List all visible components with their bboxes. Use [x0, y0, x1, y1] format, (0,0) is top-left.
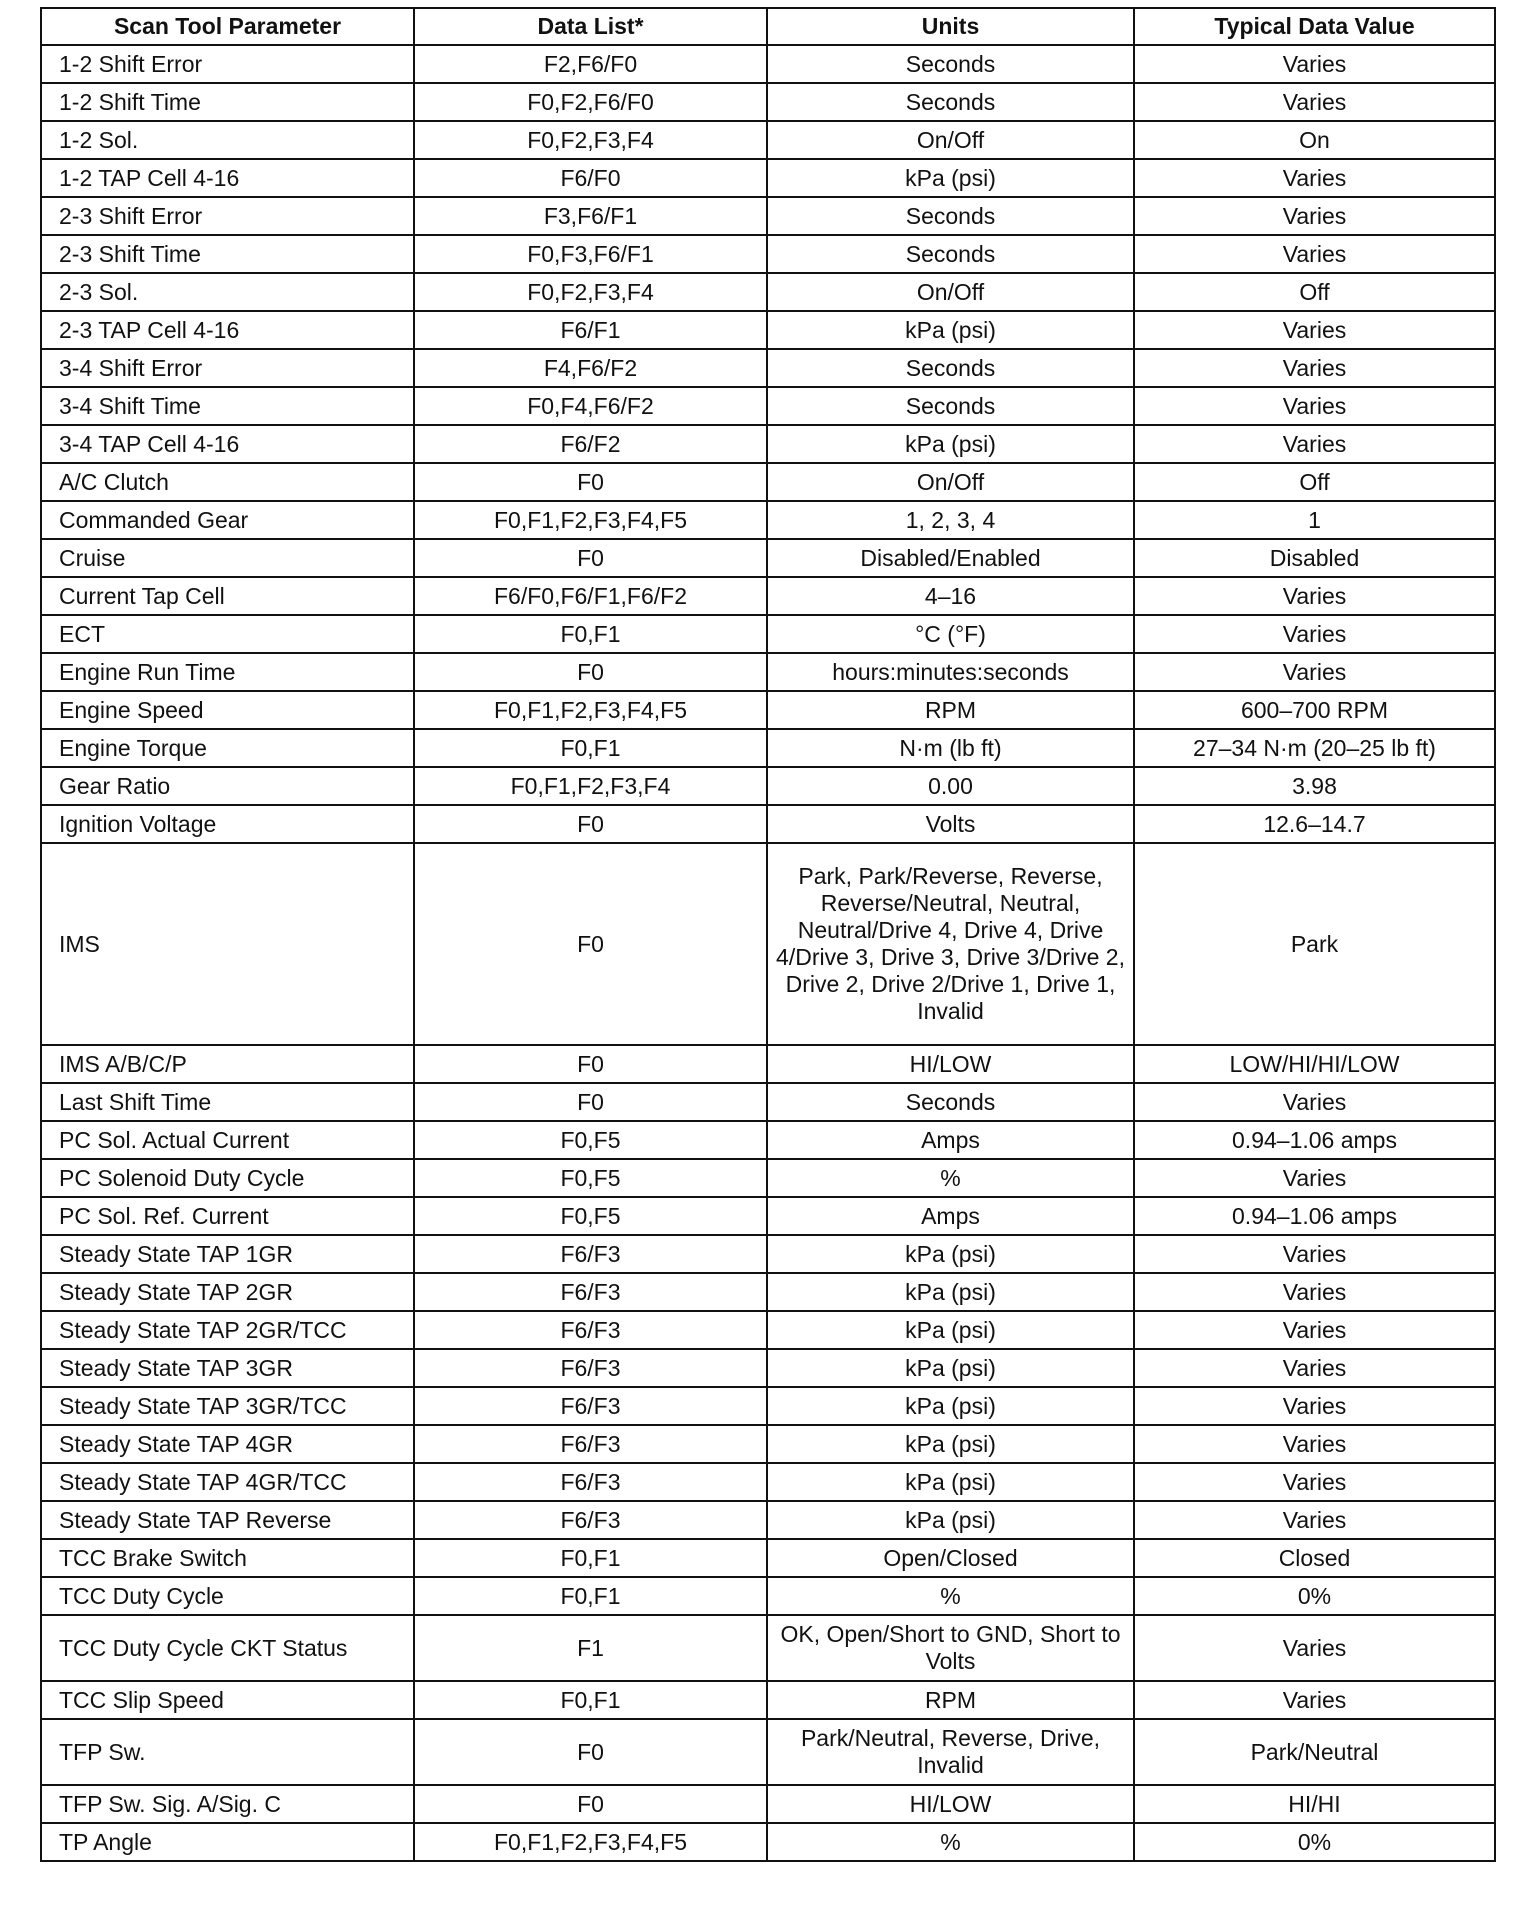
units-cell: kPa (psi): [767, 1387, 1134, 1425]
scan-tool-data-table: [40, 7, 1496, 1862]
data-list-cell: F3,F6/F1: [414, 197, 767, 235]
data-list-cell: F6/F3: [414, 1311, 767, 1349]
header-data-list: Data List*: [414, 8, 767, 45]
table-row: [41, 653, 1495, 691]
typical-value-cell: Varies: [1134, 1463, 1495, 1501]
table-row: [41, 1349, 1495, 1387]
parameter-cell: TFP Sw.: [41, 1719, 414, 1785]
typical-value-cell: Varies: [1134, 1681, 1495, 1719]
parameter-cell: TCC Brake Switch: [41, 1539, 414, 1577]
data-list-cell: F0,F5: [414, 1197, 767, 1235]
parameter-cell: Steady State TAP 4GR: [41, 1425, 414, 1463]
parameter-cell: 2-3 TAP Cell 4-16: [41, 311, 414, 349]
units-cell: kPa (psi): [767, 1463, 1134, 1501]
data-list-cell: F0: [414, 539, 767, 577]
table-row: [41, 1577, 1495, 1615]
table-row: [41, 1425, 1495, 1463]
data-list-cell: F0,F2,F3,F4: [414, 121, 767, 159]
data-list-cell: F0,F1,F2,F3,F4,F5: [414, 501, 767, 539]
typical-value-cell: Park: [1134, 843, 1495, 1045]
typical-value-cell: Varies: [1134, 1387, 1495, 1425]
table-row: [41, 1719, 1495, 1785]
parameter-cell: IMS A/B/C/P: [41, 1045, 414, 1083]
units-cell: HI/LOW: [767, 1785, 1134, 1823]
parameter-cell: Steady State TAP 2GR: [41, 1273, 414, 1311]
typical-value-cell: 1: [1134, 501, 1495, 539]
table-row: [41, 1615, 1495, 1681]
units-cell: Seconds: [767, 1083, 1134, 1121]
units-cell: kPa (psi): [767, 1425, 1134, 1463]
table-row: [41, 1045, 1495, 1083]
units-cell: HI/LOW: [767, 1045, 1134, 1083]
units-cell: Volts: [767, 805, 1134, 843]
units-cell: Park/Neutral, Reverse, Drive, Invalid: [767, 1719, 1134, 1785]
parameter-cell: Engine Speed: [41, 691, 414, 729]
data-list-cell: F0: [414, 805, 767, 843]
parameter-cell: 2-3 Shift Error: [41, 197, 414, 235]
document-page: [40, 7, 1494, 1862]
parameter-cell: Steady State TAP 3GR/TCC: [41, 1387, 414, 1425]
parameter-cell: Steady State TAP 4GR/TCC: [41, 1463, 414, 1501]
typical-value-cell: Varies: [1134, 1083, 1495, 1121]
parameter-cell: PC Sol. Actual Current: [41, 1121, 414, 1159]
units-cell: RPM: [767, 1681, 1134, 1719]
typical-value-cell: Varies: [1134, 1501, 1495, 1539]
data-list-cell: F0: [414, 1083, 767, 1121]
data-list-cell: F0: [414, 463, 767, 501]
typical-value-cell: 600–700 RPM: [1134, 691, 1495, 729]
parameter-cell: Cruise: [41, 539, 414, 577]
table-row: [41, 1235, 1495, 1273]
table-body: [41, 45, 1495, 1861]
data-list-cell: F6/F2: [414, 425, 767, 463]
table-row: [41, 83, 1495, 121]
table-row: [41, 463, 1495, 501]
units-cell: kPa (psi): [767, 1235, 1134, 1273]
typical-value-cell: Varies: [1134, 349, 1495, 387]
header-typical-data-value: Typical Data Value: [1134, 8, 1495, 45]
units-cell: kPa (psi): [767, 1273, 1134, 1311]
typical-value-cell: 12.6–14.7: [1134, 805, 1495, 843]
units-cell: Seconds: [767, 83, 1134, 121]
typical-value-cell: Varies: [1134, 577, 1495, 615]
table-row: [41, 235, 1495, 273]
units-cell: N·m (lb ft): [767, 729, 1134, 767]
parameter-cell: A/C Clutch: [41, 463, 414, 501]
parameter-cell: ECT: [41, 615, 414, 653]
units-cell: Seconds: [767, 349, 1134, 387]
typical-value-cell: Varies: [1134, 1349, 1495, 1387]
typical-value-cell: Varies: [1134, 1159, 1495, 1197]
parameter-cell: Steady State TAP 2GR/TCC: [41, 1311, 414, 1349]
parameter-cell: Gear Ratio: [41, 767, 414, 805]
typical-value-cell: HI/HI: [1134, 1785, 1495, 1823]
table-row: [41, 349, 1495, 387]
data-list-cell: F4,F6/F2: [414, 349, 767, 387]
typical-value-cell: Park/Neutral: [1134, 1719, 1495, 1785]
parameter-cell: TFP Sw. Sig. A/Sig. C: [41, 1785, 414, 1823]
typical-value-cell: 0%: [1134, 1823, 1495, 1861]
data-list-cell: F6/F3: [414, 1235, 767, 1273]
units-cell: Disabled/Enabled: [767, 539, 1134, 577]
units-cell: 1, 2, 3, 4: [767, 501, 1134, 539]
table-row: [41, 1197, 1495, 1235]
parameter-cell: 1-2 Shift Error: [41, 45, 414, 83]
table-row: [41, 729, 1495, 767]
typical-value-cell: 27–34 N·m (20–25 lb ft): [1134, 729, 1495, 767]
units-cell: Seconds: [767, 387, 1134, 425]
header-units: Units: [767, 8, 1134, 45]
typical-value-cell: Varies: [1134, 1615, 1495, 1681]
table-row: [41, 1273, 1495, 1311]
table-row: [41, 1387, 1495, 1425]
data-list-cell: F0,F5: [414, 1121, 767, 1159]
typical-value-cell: 3.98: [1134, 767, 1495, 805]
table-row: [41, 843, 1495, 1045]
table-row: [41, 1501, 1495, 1539]
units-cell: kPa (psi): [767, 1501, 1134, 1539]
typical-value-cell: Off: [1134, 463, 1495, 501]
table-row: [41, 1539, 1495, 1577]
units-cell: RPM: [767, 691, 1134, 729]
typical-value-cell: Varies: [1134, 1235, 1495, 1273]
units-cell: %: [767, 1159, 1134, 1197]
units-cell: kPa (psi): [767, 311, 1134, 349]
units-cell: Seconds: [767, 235, 1134, 273]
parameter-cell: 3-4 TAP Cell 4-16: [41, 425, 414, 463]
typical-value-cell: Varies: [1134, 425, 1495, 463]
data-list-cell: F6/F3: [414, 1463, 767, 1501]
table-row: [41, 767, 1495, 805]
data-list-cell: F0: [414, 653, 767, 691]
units-cell: Seconds: [767, 197, 1134, 235]
parameter-cell: Last Shift Time: [41, 1083, 414, 1121]
table-row: [41, 121, 1495, 159]
data-list-cell: F0: [414, 1785, 767, 1823]
units-cell: kPa (psi): [767, 425, 1134, 463]
data-list-cell: F1: [414, 1615, 767, 1681]
typical-value-cell: 0.94–1.06 amps: [1134, 1197, 1495, 1235]
parameter-cell: Engine Torque: [41, 729, 414, 767]
data-list-cell: F0: [414, 843, 767, 1045]
parameter-cell: Commanded Gear: [41, 501, 414, 539]
parameter-cell: 1-2 Sol.: [41, 121, 414, 159]
table-row: [41, 1785, 1495, 1823]
units-cell: On/Off: [767, 121, 1134, 159]
typical-value-cell: Closed: [1134, 1539, 1495, 1577]
table-row: [41, 425, 1495, 463]
data-list-cell: F0,F1,F2,F3,F4,F5: [414, 691, 767, 729]
table-row: [41, 539, 1495, 577]
table-row: [41, 311, 1495, 349]
units-cell: %: [767, 1823, 1134, 1861]
parameter-cell: 1-2 TAP Cell 4-16: [41, 159, 414, 197]
parameter-cell: 3-4 Shift Error: [41, 349, 414, 387]
parameter-cell: TP Angle: [41, 1823, 414, 1861]
typical-value-cell: Varies: [1134, 235, 1495, 273]
parameter-cell: TCC Slip Speed: [41, 1681, 414, 1719]
typical-value-cell: Disabled: [1134, 539, 1495, 577]
parameter-cell: IMS: [41, 843, 414, 1045]
table-row: [41, 273, 1495, 311]
parameter-cell: Engine Run Time: [41, 653, 414, 691]
typical-value-cell: Varies: [1134, 83, 1495, 121]
table-row: [41, 387, 1495, 425]
typical-value-cell: Varies: [1134, 1311, 1495, 1349]
units-cell: kPa (psi): [767, 159, 1134, 197]
table-row: [41, 45, 1495, 83]
table-row: [41, 1463, 1495, 1501]
parameter-cell: PC Sol. Ref. Current: [41, 1197, 414, 1235]
data-list-cell: F6/F3: [414, 1501, 767, 1539]
data-list-cell: F0,F1,F2,F3,F4,F5: [414, 1823, 767, 1861]
units-cell: On/Off: [767, 463, 1134, 501]
typical-value-cell: 0.94–1.06 amps: [1134, 1121, 1495, 1159]
typical-value-cell: Varies: [1134, 45, 1495, 83]
data-list-cell: F0,F1: [414, 729, 767, 767]
data-list-cell: F0,F3,F6/F1: [414, 235, 767, 273]
table-row: [41, 1121, 1495, 1159]
typical-value-cell: Varies: [1134, 1273, 1495, 1311]
typical-value-cell: On: [1134, 121, 1495, 159]
data-list-cell: F0,F2,F3,F4: [414, 273, 767, 311]
data-list-cell: F0,F1,F2,F3,F4: [414, 767, 767, 805]
typical-value-cell: Varies: [1134, 311, 1495, 349]
units-cell: Park, Park/Reverse, Reverse, Reverse/Neutral, Neutral, Neutral/Drive 4, Drive 4, Drive 4/Drive 3, Drive 3, Drive 3/Drive 2, Drive 2, Drive 2/Drive 1, Drive 1, Invalid: [767, 843, 1134, 1045]
units-cell: Amps: [767, 1121, 1134, 1159]
units-cell: kPa (psi): [767, 1311, 1134, 1349]
parameter-cell: TCC Duty Cycle: [41, 1577, 414, 1615]
parameter-cell: 3-4 Shift Time: [41, 387, 414, 425]
units-cell: OK, Open/Short to GND, Short to Volts: [767, 1615, 1134, 1681]
typical-value-cell: 0%: [1134, 1577, 1495, 1615]
table-row: [41, 1159, 1495, 1197]
parameter-cell: 2-3 Shift Time: [41, 235, 414, 273]
data-list-cell: F6/F3: [414, 1425, 767, 1463]
units-cell: Seconds: [767, 45, 1134, 83]
table-row: [41, 1681, 1495, 1719]
table-row: [41, 1311, 1495, 1349]
typical-value-cell: LOW/HI/HI/LOW: [1134, 1045, 1495, 1083]
table-row: [41, 577, 1495, 615]
data-list-cell: F6/F3: [414, 1273, 767, 1311]
data-list-cell: F0: [414, 1719, 767, 1785]
data-list-cell: F0,F1: [414, 1681, 767, 1719]
data-list-cell: F0,F1: [414, 1577, 767, 1615]
table-row: [41, 501, 1495, 539]
data-list-cell: F6/F3: [414, 1387, 767, 1425]
units-cell: °C (°F): [767, 615, 1134, 653]
parameter-cell: Ignition Voltage: [41, 805, 414, 843]
data-list-cell: F6/F0,F6/F1,F6/F2: [414, 577, 767, 615]
typical-value-cell: Varies: [1134, 1425, 1495, 1463]
data-list-cell: F0,F4,F6/F2: [414, 387, 767, 425]
data-list-cell: F0,F2,F6/F0: [414, 83, 767, 121]
data-list-cell: F0,F5: [414, 1159, 767, 1197]
table-row: [41, 691, 1495, 729]
typical-value-cell: Varies: [1134, 159, 1495, 197]
table-row: [41, 1083, 1495, 1121]
data-list-cell: F6/F1: [414, 311, 767, 349]
units-cell: Amps: [767, 1197, 1134, 1235]
units-cell: kPa (psi): [767, 1349, 1134, 1387]
units-cell: %: [767, 1577, 1134, 1615]
typical-value-cell: Varies: [1134, 387, 1495, 425]
units-cell: hours:minutes:seconds: [767, 653, 1134, 691]
table-row: [41, 615, 1495, 653]
typical-value-cell: Varies: [1134, 653, 1495, 691]
parameter-cell: PC Solenoid Duty Cycle: [41, 1159, 414, 1197]
parameter-cell: Steady State TAP 1GR: [41, 1235, 414, 1273]
data-list-cell: F6/F3: [414, 1349, 767, 1387]
data-list-cell: F6/F0: [414, 159, 767, 197]
data-list-cell: F0: [414, 1045, 767, 1083]
header-scan-tool-parameter: Scan Tool Parameter: [41, 8, 414, 45]
table-row: [41, 197, 1495, 235]
data-list-cell: F0,F1: [414, 1539, 767, 1577]
units-cell: Open/Closed: [767, 1539, 1134, 1577]
header-row: [41, 8, 1495, 45]
units-cell: 0.00: [767, 767, 1134, 805]
data-list-cell: F2,F6/F0: [414, 45, 767, 83]
parameter-cell: Steady State TAP 3GR: [41, 1349, 414, 1387]
typical-value-cell: Off: [1134, 273, 1495, 311]
typical-value-cell: Varies: [1134, 615, 1495, 653]
table-row: [41, 1823, 1495, 1861]
parameter-cell: 2-3 Sol.: [41, 273, 414, 311]
parameter-cell: TCC Duty Cycle CKT Status: [41, 1615, 414, 1681]
parameter-cell: Current Tap Cell: [41, 577, 414, 615]
units-cell: 4–16: [767, 577, 1134, 615]
data-list-cell: F0,F1: [414, 615, 767, 653]
parameter-cell: 1-2 Shift Time: [41, 83, 414, 121]
typical-value-cell: Varies: [1134, 197, 1495, 235]
table-row: [41, 805, 1495, 843]
table-row: [41, 159, 1495, 197]
parameter-cell: Steady State TAP Reverse: [41, 1501, 414, 1539]
units-cell: On/Off: [767, 273, 1134, 311]
